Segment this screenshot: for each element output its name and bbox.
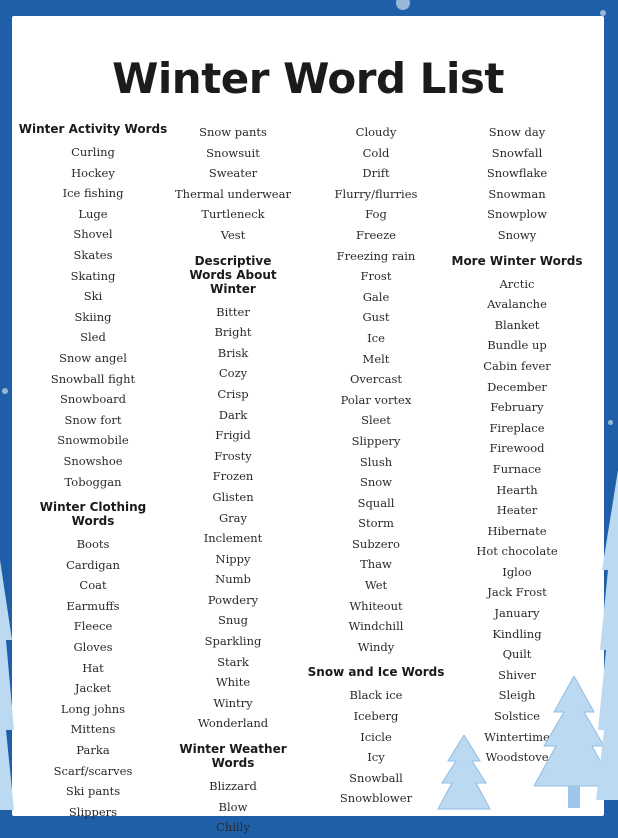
word-item: Curling xyxy=(71,145,115,159)
word-item: Toboggan xyxy=(64,474,122,489)
section-heading: Winter Clothing Words xyxy=(39,500,147,529)
word-item: Blizzard xyxy=(209,779,257,794)
word-item: Hot chocolate xyxy=(476,544,558,559)
word-item: Sleet xyxy=(361,413,391,428)
word-item: Snowfall xyxy=(491,145,543,160)
word-item: Ski xyxy=(83,289,103,304)
word-item: Heater xyxy=(496,503,538,518)
word-item: Chilly xyxy=(216,820,250,835)
word-item: Snowshoe xyxy=(63,453,123,468)
word-item: Snow xyxy=(359,475,393,490)
word-item: Mittens xyxy=(70,722,116,737)
word-item: Jack Frost xyxy=(487,585,547,600)
column-2 xyxy=(158,122,308,838)
word-item: Avalanche xyxy=(487,297,547,312)
word-item: Snowboard xyxy=(59,392,127,407)
word-item: Gust xyxy=(362,310,390,325)
word-item: Frost xyxy=(360,269,392,284)
word-item: Fireplace xyxy=(489,420,545,435)
word-item: February xyxy=(490,400,544,415)
word-item: Frigid xyxy=(215,428,251,443)
section-weather-continued xyxy=(301,122,451,657)
word-item: Furnace xyxy=(492,461,542,476)
word-item: Icicle xyxy=(360,729,392,744)
word-item: Brisk xyxy=(217,345,249,360)
word-item: Long johns xyxy=(60,701,126,716)
word-item: Vest xyxy=(220,227,246,242)
word-item: Squall xyxy=(357,495,395,510)
section-snow-and-ice-words xyxy=(301,665,451,809)
word-item: Cloudy xyxy=(355,125,397,139)
word-item: Cozy xyxy=(218,366,248,381)
word-list xyxy=(301,122,451,657)
word-item: Subzero xyxy=(352,536,400,551)
section-winter-activity-words xyxy=(18,122,168,492)
word-item: Ice xyxy=(367,330,385,345)
word-item: Hibernate xyxy=(487,523,547,538)
word-item: Firewood xyxy=(489,441,545,456)
word-list xyxy=(158,776,308,838)
word-item: Storm xyxy=(358,516,394,531)
word-item: Freezing rain xyxy=(336,248,416,263)
word-item: Parka xyxy=(76,743,110,758)
word-item: Snowmobile xyxy=(57,433,129,448)
page-title: Winter Word List xyxy=(112,54,504,103)
word-item: Windchill xyxy=(348,619,404,634)
word-item: Sleigh xyxy=(498,688,536,703)
word-item: Slush xyxy=(359,454,393,469)
tree-icon xyxy=(0,560,14,810)
section-heading: Winter Weather Words xyxy=(179,742,287,771)
word-item: Sweater xyxy=(208,166,258,181)
word-item: Inclement xyxy=(203,531,263,546)
word-item: Luge xyxy=(78,206,108,221)
word-item: January xyxy=(494,606,540,621)
word-item: Thermal underwear xyxy=(175,186,291,201)
word-item: Fleece xyxy=(73,619,113,634)
word-item: Snowy xyxy=(497,227,537,242)
snow-dot xyxy=(2,388,8,394)
word-item: Polar vortex xyxy=(340,392,412,407)
word-item: Drift xyxy=(362,166,390,181)
word-item: Stark xyxy=(217,654,249,669)
word-item: Freeze xyxy=(356,227,396,242)
word-list xyxy=(301,685,451,809)
snow-dot xyxy=(608,420,613,425)
word-item: Shovel xyxy=(73,227,113,242)
word-item: Bitter xyxy=(216,304,250,319)
word-list xyxy=(18,142,168,492)
word-list xyxy=(158,122,308,246)
word-item: Gale xyxy=(362,289,390,304)
word-list-page xyxy=(12,16,604,835)
word-list xyxy=(442,122,592,246)
section-descriptive-words xyxy=(158,254,308,734)
word-item: December xyxy=(487,379,547,394)
word-item: Snowball fight xyxy=(50,371,136,386)
word-list xyxy=(18,534,168,822)
word-item: Wet xyxy=(364,578,388,593)
section-heading: Winter Activity Words xyxy=(18,122,168,136)
word-item: Ice fishing xyxy=(62,186,124,201)
word-item: Snow pants xyxy=(199,125,267,139)
tree-icon xyxy=(596,470,618,800)
word-item: Bright xyxy=(214,325,252,340)
word-item: Ski pants xyxy=(65,784,121,799)
word-item: Wonderland xyxy=(197,716,269,731)
word-item: Gloves xyxy=(73,640,113,655)
section-winter-weather-words xyxy=(158,742,308,838)
word-item: Sled xyxy=(80,330,106,345)
word-item: Boots xyxy=(76,537,110,552)
section-heading: Descriptive Words About Winter xyxy=(189,253,277,296)
word-item: Snow fort xyxy=(64,412,122,427)
word-item: Thaw xyxy=(360,557,392,572)
word-item: Sparkling xyxy=(204,634,262,649)
word-item: Snow day xyxy=(488,125,546,139)
word-item: Solstice xyxy=(494,709,540,724)
word-item: Dark xyxy=(218,407,248,422)
section-snow-continued xyxy=(442,122,592,246)
word-item: Arctic xyxy=(499,276,535,291)
word-item: Quilt xyxy=(502,647,532,662)
word-item: Slippery xyxy=(351,433,401,448)
word-item: Frozen xyxy=(212,469,254,484)
word-item: Powdery xyxy=(207,592,259,607)
word-item: Coat xyxy=(79,578,107,593)
word-item: Blanket xyxy=(494,317,540,332)
word-item: Overcast xyxy=(349,372,403,387)
word-item: Snowplow xyxy=(487,207,547,222)
word-item: Glisten xyxy=(212,489,254,504)
word-item: Turtleneck xyxy=(201,207,265,222)
section-heading: Snow and Ice Words xyxy=(307,665,445,680)
word-item: Cabin fever xyxy=(483,358,551,373)
word-item: Skiing xyxy=(74,309,112,324)
word-item: Icy xyxy=(367,750,385,765)
word-item: Cold xyxy=(362,145,390,160)
word-item: Skating xyxy=(70,268,116,283)
word-item: Snowman xyxy=(488,186,546,201)
word-item: Crisp xyxy=(217,386,249,401)
word-item: White xyxy=(215,675,251,690)
word-item: Windy xyxy=(357,639,395,654)
word-item: Black ice xyxy=(349,688,403,703)
column-3 xyxy=(301,122,451,809)
word-item: Bundle up xyxy=(487,338,547,353)
word-item: Skates xyxy=(73,247,113,262)
word-item: Hearth xyxy=(496,482,538,497)
column-1 xyxy=(18,122,168,822)
tree-icon xyxy=(436,735,492,815)
word-item: Jacket xyxy=(74,681,112,696)
word-item: Frosty xyxy=(214,448,252,463)
word-item: Snug xyxy=(217,613,249,628)
word-item: Snowblower xyxy=(339,791,413,806)
word-list xyxy=(158,302,308,734)
word-item: Igloo xyxy=(502,564,532,579)
section-winter-clothing-words xyxy=(18,500,168,822)
word-item: Numb xyxy=(215,572,251,587)
column-4 xyxy=(442,122,592,768)
word-item: Gray xyxy=(218,510,248,525)
snow-dot xyxy=(396,0,410,10)
word-item: Iceberg xyxy=(353,709,399,724)
word-item: Cardigan xyxy=(66,557,120,572)
word-item: Hockey xyxy=(71,165,115,180)
word-item: Kindling xyxy=(492,626,542,641)
word-item: Fog xyxy=(365,207,387,222)
section-clothing-continued xyxy=(158,122,308,246)
word-item: Slippers xyxy=(68,804,118,819)
section-heading: More Winter Words xyxy=(451,253,583,268)
word-item: Nippy xyxy=(215,551,251,566)
word-item: Melt xyxy=(362,351,390,366)
word-item: Snowball xyxy=(349,770,403,785)
word-item: Earmuffs xyxy=(66,598,120,613)
word-item: Whiteout xyxy=(349,598,403,613)
word-item: Hat xyxy=(82,660,104,675)
word-item: Shiver xyxy=(498,667,536,682)
word-item: Wintry xyxy=(213,695,253,710)
word-item: Scarf/scarves xyxy=(53,763,133,778)
word-item: Wintertime xyxy=(484,729,550,744)
word-item: Woodstove xyxy=(485,750,549,765)
word-item: Snowsuit xyxy=(206,145,260,160)
word-item: Snow angel xyxy=(59,350,127,365)
word-item: Flurry/flurries xyxy=(334,186,418,201)
word-item: Snowflake xyxy=(486,166,548,181)
word-item: Blow xyxy=(218,799,248,814)
